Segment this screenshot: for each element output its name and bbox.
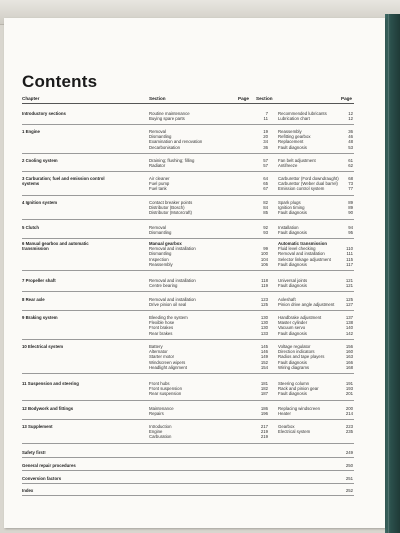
section-name: Electrical system [278,429,311,435]
page-list-a [254,129,268,150]
page-number: 62 [348,163,353,169]
page-list-b [328,297,353,307]
page-number: 146 [260,349,268,355]
chapter-title [22,424,142,429]
page-number: 94 [348,225,353,230]
misc-section-row [22,461,354,471]
page-number: 252 [345,488,353,493]
page-list-b [328,176,353,192]
page-number: 251 [345,476,353,481]
section-name: Windscreen wipers [149,359,186,365]
section-name: Flexible hose [149,320,175,326]
section-name: Emission control system [278,186,325,192]
page-list-a [254,200,268,216]
section-name: Lubrication chart [278,116,310,122]
page-number: 99 [263,246,268,252]
section-list-a [149,241,254,267]
page-number: 121 [345,278,353,283]
page-list-a [254,111,268,121]
page-number: 219 [260,434,268,440]
page-list-b [328,344,353,370]
header-page-b: Page [341,96,352,101]
page-number: 12 [348,116,353,122]
page-number: 46 [348,134,353,140]
chapter-title-line: 5 Clutch [22,225,39,230]
page-number: 156 [345,344,353,349]
chapter-title [22,406,142,411]
page-number: 163 [345,354,353,360]
page-number: 34 [263,139,268,145]
page-list-b [328,129,353,150]
page-number: 119 [261,283,268,289]
page-number: 182 [260,386,268,392]
page-number: 11 [263,116,268,122]
page-number: 85 [263,210,268,216]
section-name: Pinion drive angle adjustment [278,302,335,308]
section-name: Contact breaker points [149,200,193,205]
section-name: Direction indicators [278,349,315,355]
page-list-b [328,381,353,397]
chapter-group [22,406,354,420]
section-list-a [149,176,254,192]
page-number: 249 [345,450,353,455]
page-number: 196 [260,411,268,417]
page-number: 93 [263,230,268,236]
chapter-group [22,241,354,271]
misc-section-title: Conversion factors [22,476,62,481]
section-name: Distributor (Bosch) [149,205,185,211]
section-name: Heater [278,411,291,417]
section-list-a [149,225,254,235]
section-name: Fault diagnosis [278,210,307,216]
section-name: Centre bearing [149,283,178,289]
section-name: Recommended lubricants [278,111,327,116]
page-list-a [254,158,268,168]
page-number: 201 [345,391,353,397]
section-name: Drive pinion oil seal [149,302,187,308]
misc-section-row [22,486,354,496]
section-name: Air cleaner [149,176,170,181]
page-number: 214 [345,411,353,417]
page-number: 125 [345,297,353,302]
section-name: Examination and renovation [149,139,203,145]
chapter-group [22,344,354,374]
page-number: 130 [260,315,268,320]
page-number: 89 [348,200,353,205]
chapter-title [22,111,142,116]
section-name: Fault diagnosis [278,261,307,267]
page-number: 125 [260,302,268,308]
chapter-title [22,158,142,163]
section-name: Headlight alignment [149,364,187,370]
section-name: Distributor (Motorcraft) [149,210,192,216]
section-name: Draining; flushing; filling [149,158,195,163]
section-list-a [149,344,254,370]
section-name: Handbrake adjustment [278,315,322,320]
section-name: Vacuum servo [278,325,306,331]
page-list-a [254,176,268,192]
section-name: Carburettor (Weber dual barrel) [278,181,338,187]
page-number: 106 [260,261,268,267]
page-number: 250 [345,463,353,468]
section-name: Reassembly [278,129,302,134]
book-spine [385,14,400,533]
page-number: 36 [348,129,353,134]
section-name: Maintenance [149,406,174,411]
page-number: 186 [260,406,268,411]
page-number: 36 [263,144,268,150]
section-name: Replacement [278,139,304,145]
section-list-a [149,315,254,336]
chapter-group [22,424,354,444]
section-name: Refitting gearbox [278,134,311,140]
section-list-a [149,278,254,288]
page-number: 154 [260,364,268,370]
page-list-b [328,315,353,336]
page-number: 145 [260,344,268,349]
section-name: Front brakes [149,325,174,331]
chapter-title [22,225,142,230]
page-number: 138 [345,320,353,326]
header-section-b: Section [256,96,273,101]
section-name: Radios and tape players [278,354,325,360]
section-name: Decarbonisation [149,144,181,150]
section-name: Removal [149,225,166,230]
page-number: 149 [260,354,268,360]
page-number: 92 [263,225,268,230]
page-number: 130 [260,320,268,326]
section-name: Replacing windscreen [278,406,321,411]
page-list-b [328,225,353,235]
page-list-b [328,278,353,288]
section-list-a [149,158,254,168]
section-name: Selector linkage adjustment [278,256,331,262]
page-number: 89 [348,205,353,211]
section-name: Fault diagnosis [278,283,307,289]
chapter-title-line: systems [22,181,40,187]
chapter-title-line: 6 Manual gearbox and automatic [22,241,89,246]
section-name: Removal and installation [149,246,196,252]
section-name: Buying spare parts [149,116,185,122]
page-number: 77 [348,186,353,192]
page-list-b [328,406,353,416]
misc-section-title: Index [22,488,34,493]
page-list-b [328,424,353,434]
section-name: Radiator [149,163,166,169]
section-name: Removal [149,129,166,134]
chapter-title [22,129,142,134]
page-number: 219 [260,429,268,435]
header-section-a: Section [149,96,166,101]
page-list-a [254,225,268,235]
page-number: 100 [260,251,268,257]
page-number: 48 [348,139,353,145]
chapter-title [22,200,142,205]
page-number: 168 [345,364,353,370]
section-name: Carburettor (Ford downdraught) [278,176,339,181]
section-name: Carburation [149,434,172,440]
section-name: Ignition timing [278,205,305,211]
page-number: 84 [263,205,268,211]
chapter-title [22,278,142,283]
page-number: 133 [260,330,268,336]
chapter-title-line: 8 Rear axle [22,297,45,302]
chapter-group [22,225,354,239]
page-number: 137 [345,315,353,320]
page-list-b [328,241,353,267]
chapter-title-line: 10 Electrical system [22,344,64,349]
section-name: Automatic transmission [278,241,327,246]
section-name: Removal and installation [149,297,196,302]
section-name: Routine maintenance [149,111,190,116]
page-number: 7 [265,111,268,116]
header-page-a: Page [238,96,249,101]
section-name: Spark plugs [278,200,301,205]
page-list-b [328,111,353,121]
page-number: 12 [348,111,353,116]
page-number: 187 [260,391,268,397]
page-number: 160 [345,349,353,355]
chapter-group [22,278,354,292]
page-list-a [254,406,268,416]
section-name: Fan belt adjustment [278,158,316,163]
section-name: Rear suspension [149,391,182,397]
section-list-a [149,129,254,150]
misc-section-row [22,474,354,484]
section-name: Front suspension [149,386,182,392]
page-list-a [254,278,268,288]
section-name: Dismantling [149,230,172,236]
section-name: Antifreeze [278,163,298,169]
chapter-title-line: 2 Cooling system [22,158,58,163]
section-name: Dismantling [149,134,172,140]
page-list-a [254,315,268,336]
page-list-a [254,297,268,307]
page-number: 20 [263,134,268,140]
section-name: Bleeding the system [149,315,188,320]
section-name: Repairs [149,411,164,417]
page-number: 90 [348,210,353,216]
section-name: Fuel pump [149,181,170,187]
chapter-title-line: 7 Propeller shaft [22,278,56,283]
page-number: 123 [260,297,268,302]
page-list-a [254,241,268,267]
chapter-title-line: 1 Engine [22,129,40,134]
chapter-title-line: 3 Carburation; fuel and emission control [22,176,105,181]
page-title: Contents [22,72,98,91]
section-name: Introduction [149,424,172,429]
page-number: 73 [348,181,353,187]
chapter-group [22,129,354,154]
section-name: Reassembly [149,261,173,267]
page-number: 140 [345,325,353,331]
page-list-b [328,200,353,216]
chapter-title-line: 11 Suspension and steering [22,381,79,386]
section-name: Fault diagnosis [278,330,307,336]
page-number: 57 [263,163,268,169]
section-name: Starter motor [149,354,175,360]
section-name: Voltage regulator [278,344,311,349]
section-name: Inspection [149,256,169,262]
chapter-group [22,315,354,340]
section-name: Fluid level checking [278,246,316,252]
section-list-a [149,297,254,307]
section-name: Rear brakes [149,330,173,336]
misc-section-title: General repair procedures [22,463,76,468]
page-number: 68 [348,176,353,181]
header-rule [22,103,354,104]
page-list-a [254,344,268,370]
section-name: Master cylinder [278,320,308,326]
page-number: 223 [345,424,353,429]
page-list-a [254,381,268,397]
chapter-title [22,241,142,251]
page-list-a [254,424,268,440]
header-chapter: Chapter [22,96,40,101]
page-number: 166 [345,359,353,365]
page-number: 57 [263,158,268,163]
section-name: Gearbox [278,424,295,429]
chapter-group [22,297,354,311]
section-name: Removal and installation [149,278,196,283]
page-number: 200 [345,406,353,411]
chapter-title [22,315,142,320]
section-name: Battery [149,344,163,349]
page-number: 142 [345,330,353,336]
section-name: Axleshaft [278,297,296,302]
page-number: 193 [345,386,353,392]
page-number: 130 [260,325,268,331]
chapter-title-line: 13 Supplement [22,424,53,429]
page-list-b [328,158,353,168]
page-number: 191 [345,381,353,386]
section-name: Removal and installation [278,251,325,257]
page-number: 217 [260,424,268,429]
page-number: 95 [348,230,353,236]
chapter-group [22,381,354,401]
section-list-a [149,200,254,216]
page-number: 53 [348,144,353,150]
page-number: 118 [261,278,268,283]
page-number: 127 [345,302,353,308]
chapter-group [22,176,354,196]
page-number: 19 [263,129,268,134]
chapter-group [22,111,354,125]
page-number: 104 [260,256,268,262]
page-number: 65 [263,181,268,187]
chapter-title [22,381,142,386]
section-name: Fault diagnosis [278,359,307,365]
chapter-title [22,176,142,186]
section-name: Alternator [149,349,168,355]
chapter-title-line: 4 Ignition system [22,200,58,205]
section-list-a [149,406,254,416]
section-name: Dismantling [149,251,172,257]
page-number: 61 [348,158,353,163]
chapter-group [22,158,354,172]
section-name: Wiring diagrams [278,364,310,370]
page-number: 67 [263,186,268,192]
page-number: 64 [263,176,268,181]
page-number: 117 [346,261,353,267]
misc-section-title: Safety first! [22,450,46,455]
section-name: Fuel tank [149,186,167,192]
section-name: Engine [149,429,163,435]
section-name: Installation [278,225,299,230]
section-name: Fault diagnosis [278,391,307,397]
chapter-title-line: Introductory sections [22,111,66,116]
section-name: Rack and pinion gear [278,386,319,392]
chapter-group [22,200,354,220]
misc-section-row [22,448,354,458]
page-number: 111 [346,251,353,257]
chapter-title-line: 12 Bodywork and fittings [22,406,74,411]
page-number: 82 [263,200,268,205]
section-name: Front hubs [149,381,170,386]
section-name: Manual gearbox [149,241,182,246]
page-number: 152 [260,359,268,365]
section-list-a [149,111,254,121]
page-number: 181 [260,381,268,386]
page-number: 235 [345,429,353,435]
page-number: 110 [346,246,353,252]
page-number: 115 [346,256,353,262]
chapter-title [22,297,142,302]
section-list-a [149,381,254,397]
section-name: Steering column [278,381,310,386]
chapter-title [22,344,142,349]
section-name: Fault diagnosis [278,144,307,150]
page-number: 121 [345,283,353,289]
section-list-a [149,424,254,440]
section-name: Universal joints [278,278,308,283]
chapter-title-line: transmission [22,246,49,252]
chapter-title-line: 9 Braking system [22,315,58,320]
section-name: Fault diagnosis [278,230,307,236]
